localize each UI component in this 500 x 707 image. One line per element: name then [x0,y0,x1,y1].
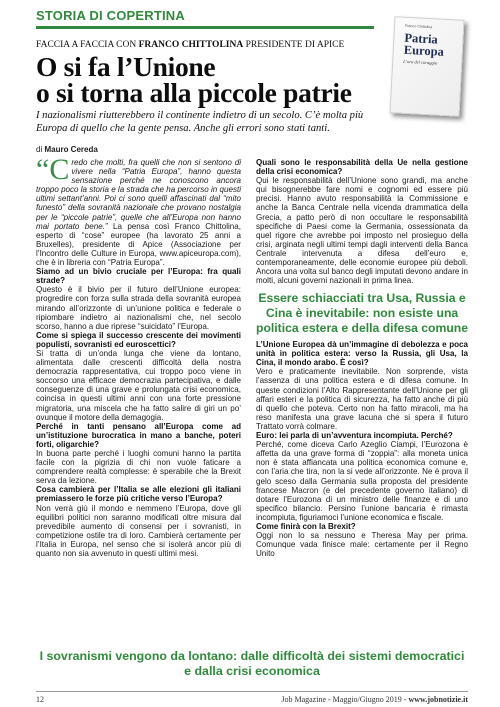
section-label: STORIA DI COPERTINA [36,8,185,23]
headline-line-2: o si torna alla piccole patrie [36,77,352,108]
standfirst: I nazionalismi riutterebbero il continente indietro di un secolo. C’è molta più Europa di quello che la gente pensa. Anche gli errori sono stati tanti. [36,110,364,134]
book-title [404,32,445,58]
footer-magazine: Job Magazine - Maggio/Giugno 2019 - [281,695,409,704]
book-cover [390,16,465,117]
answer: In buona parte perché i luoghi comuni hanno la partita facile con la pigrizia di chi non vuole faticare a comprendere realtà complesse: è sperabile che la Brexit serva da lezione. [36,449,241,486]
answer: Oggi non lo sa nessuno e Theresa May per prima. Comunque vada finisce male: certamente per il Regno Unito [256,531,468,559]
book-subtitle: L’ora del coraggio [403,58,438,66]
answer: Vero e praticamente inevitabile. Non sorprende, vista l’assenza di una politica estera e di difesa comune. In queste condizioni l’Alto Rappresentante dell’Unione per gli affari esteri e la politica di sicurezza, ha fatto anche di più di quello che poteva. Certo non ha fatto miracoli, ma ha reso manifesta una grave lacuna che si spera il futuro Trattato vorrà colmare. [256,367,468,431]
left-column [36,153,241,559]
dropcap: “C [36,153,70,186]
kicker-name: FRANCO CHITTOLINA [138,40,244,50]
footer-website[interactable]: www.jobnotizie.it [408,695,468,704]
book-cover-image [384,18,466,118]
answer: Questo è il bivio per il futuro dell’Unione europea: progredire con forza sulla strada della sovranità europea mirando all’orizzonte di un’unione politica e federale o ripiombare indietro ai nazionalismi che, nel secolo scorso, hanno a due riprese “suicidato” l’Europa. [36,285,241,331]
question: Quali sono le responsabilità della Ue nella gestione della crisi economica? [256,158,468,177]
question: Perché in tanti pensano all’Europa come ad un’istituzione burocratica in mano a banche, poteri forti, oligarchie? [36,421,241,449]
byline-author: Mauro Cereda [44,145,98,154]
answer: Si tratta di un’onda lunga che viene da lontano, alimentata dalle crescenti difficoltà della nostra democrazia rappresentativa, cui troppo poco viene in soccorso una efficace democrazia partecipativa, e dalle conseguenze di una grave e prolungata crisi economica, coincisa in questi ultimi anni con una forte pressione migratoria, una miscela che ha fatto salire di giri un po’ ovunque il motore della demagogia. [36,348,241,422]
kicker-suffix: PRESIDENTE DI APICE [243,40,345,50]
kicker-prefix: FACCIA A FACCIA CON [36,40,139,50]
question: Come finirà con la Brexit? [256,521,356,531]
question: Cosa cambierà per l’Italia se alle elezioni gli italiani premiassero le forze più critiche verso l’Europa? [36,485,241,504]
headline [36,51,376,108]
footer-divider [36,691,468,692]
answer: Non verrà giù il mondo e nemmeno l’Europa, dove gli equilibri politici non saranno modificati oltre misura dal prevedibile aumento di consensi per i sovranisti, in competizione ostile tra di loro. Cambierà certamente per l’Italia in Europa, nel senso che si isolerà ancor più di quanto non sia avvenuto in questi ultimi mesi. [36,503,241,559]
question: Siamo ad un bivio cruciale per l’Europa: fra quali strade? [36,267,241,286]
book-title-line-1: Patria [404,30,439,47]
intro-rest: La pensa così Franco Chittolina, esperto di “cose” europee (ha lavorato 25 anni a Bruxelles), presidente di Apice (Associazione per l’Incontro delle Culture in Europa, www.apiceuropa.com), che è in libreria con “Patria Europa”. [36,221,241,268]
question: Come si spiega il successo crescente dei movimenti populisti, sovranisti ed euroscettici? [36,330,241,349]
book-title-line-2: Europa [403,42,445,59]
right-column [256,158,468,558]
intro-paragraph [36,153,241,268]
question: Euro: lei parla di un’avventura incompiuta. Perché? [256,431,453,441]
pull-quote: Essere schiacciati tra Usa, Russia e Cina è inevitabile: non esiste una politica estera e della difesa comune [256,291,469,335]
headline-line-1: O si fa l’Unione [36,51,216,82]
book-author: Franco Chittolina [404,23,433,30]
section-divider [36,26,374,29]
page-number: 12 [36,695,44,704]
intro-quote: redo che molti, fra quelli che non si sentono di vivere nella “Patria Europa”, hanno questa sensazione perché ne conoscono ancora troppo poco la storia e la strada che ha percorso in questi ultimi settant’anni. Poi ci sono quelli affascinati dal “mito funesto” della sovranità nazionale che provano nostalgia per le “piccole patrie”, quelle che all’Europa non hanno mai portato bene.” [36,158,241,231]
bottom-pull-quote: I sovranismi vengono da lontano: dalle difficoltà dei sistemi democratici e dalla crisi economica [39,649,465,678]
footer-credits [150,695,468,704]
kicker [36,40,344,50]
answer: Perché, come diceva Carlo Azeglio Ciampi, l’Eurozona è affetta da una grave forma di “zoppia”: alla moneta unica non è stata affiancata una politica economica comune e, con l’aria che tira, non la si vede all’orizzonte. Ne è prova il gelo sceso dalla Germania sulla proposta del presidente francese Macron (e del precedente governo italiano) di dotare l’Eurozona di un ministro delle finanze e di uno specifico bilancio. Persino l’unione bancaria è rimasta incompiuta, figuriamoci l’unione economica e fiscale. [256,440,468,522]
answer: Qui le responsabilità dell’Unione sono grandi, ma anche qui bisognerebbe fare nomi e cognomi ed essere più precisi. Hanno avuto responsabilità la Commissione e anche la Banca Centrale nella vicenda drammatica della Grecia, a patto però di non occultare le responsabilità specifiche di Paesi come la Germania, ossessionata da quel rigore che avrebbe poi imposto nel prosieguo della crisi, arginata negli ultimi tempi dagli interventi della Banca Centrale intervenuta a difesa dell’euro e, contemporaneamente, delle economie europee più deboli. Ancora una volta sul banco degli imputati devono andare in molti, alcuni governi nazionali in prima linea. [256,176,468,286]
byline-prefix: di [36,145,45,154]
question: L’Unione Europea dà un’immagine di debolezza e poca unità in politica estera: verso la Russia, gli Usa, la Cina, il mondo arabo. È così? [256,340,468,368]
